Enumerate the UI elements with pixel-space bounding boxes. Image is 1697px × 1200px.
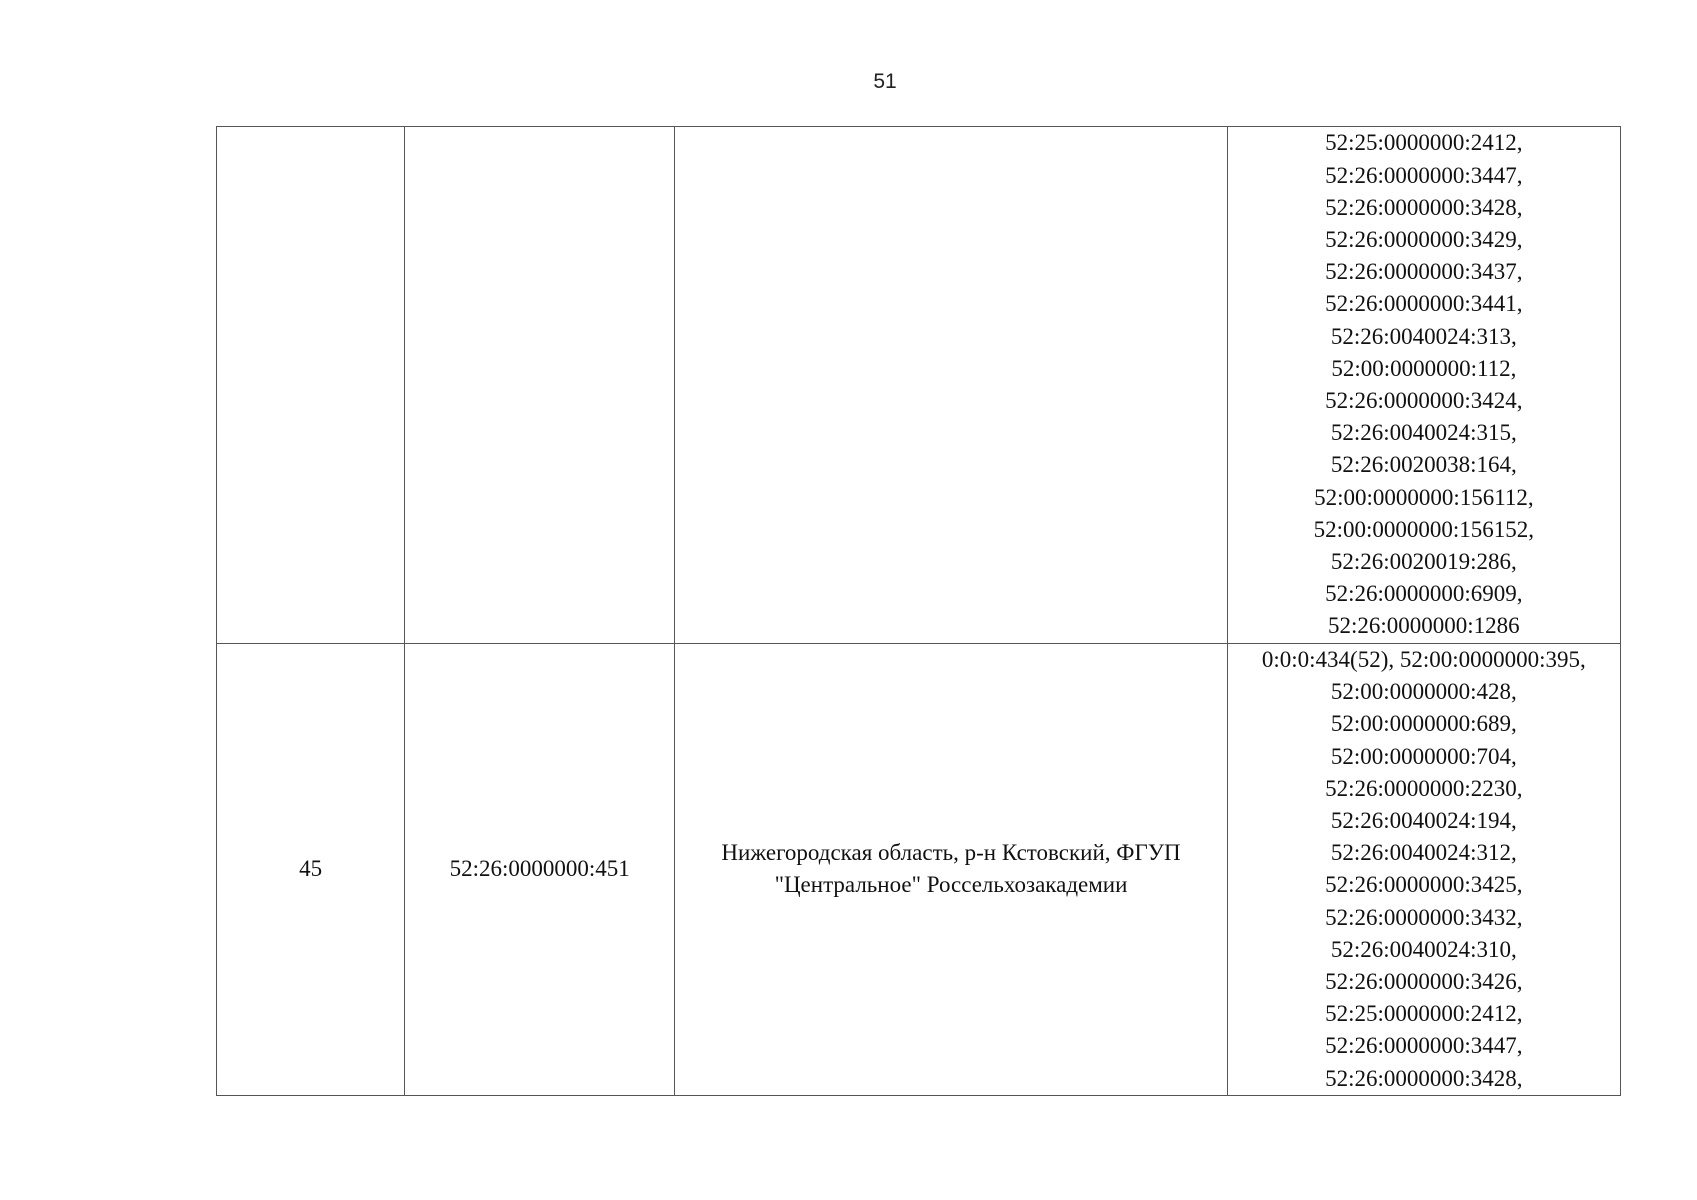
- adjacent-parcel: 52:26:0040024:194,: [1330, 808, 1517, 834]
- cadastral-number-cell: 52:26:0000000:451: [405, 644, 675, 1096]
- adjacent-parcel: 52:26:0000000:3428,: [1325, 1065, 1523, 1091]
- adjacent-parcel: 52:26:0020038:164,: [1330, 452, 1517, 478]
- adjacent-parcel: 52:26:0000000:3425,: [1325, 872, 1523, 898]
- adjacent-parcel: 52:00:0000000:428,: [1330, 679, 1517, 705]
- adjacent-parcel: 52:00:0000000:704,: [1330, 743, 1517, 769]
- adjacent-parcel: 52:26:0000000:3424,: [1325, 388, 1523, 413]
- adjacent-parcel: 52:26:0020019:286,: [1330, 549, 1517, 575]
- adjacent-parcel: 0:0:0:434(52), 52:00:0000000:395,: [1261, 647, 1586, 672]
- adjacent-parcel: 52:26:0000000:3426,: [1325, 969, 1523, 995]
- adjacent-parcel: 52:26:0000000:1286: [1328, 613, 1520, 639]
- adjacent-parcel: 52:00:0000000:156112,: [1314, 484, 1534, 510]
- address-cell: [675, 127, 1227, 644]
- adjacent-parcel: 52:26:0000000:3428,: [1325, 194, 1523, 220]
- adjacent-parcel: 52:26:0000000:3429,: [1325, 226, 1523, 252]
- address-cell: [675, 644, 1227, 1096]
- adjacent-parcels-cell: [1227, 127, 1620, 644]
- adjacent-parcel: 52:26:0000000:3447,: [1325, 162, 1523, 188]
- parcels-table: [216, 126, 1621, 1096]
- adjacent-parcels-cell: [1227, 644, 1620, 1096]
- adjacent-parcel: 52:26:0000000:2230,: [1325, 775, 1523, 801]
- adjacent-parcel: 52:25:0000000:2412,: [1325, 1001, 1523, 1027]
- address-line: "Центральное" Россельхозакадемии: [774, 872, 1128, 898]
- page-number: 51: [873, 70, 897, 93]
- adjacent-parcel: 52:00:0000000:689,: [1330, 711, 1517, 737]
- cadastral-number-cell: [405, 127, 675, 644]
- adjacent-parcel: 52:26:0000000:6909,: [1325, 581, 1523, 607]
- adjacent-parcel: 52:00:0000000:112,: [1331, 355, 1517, 381]
- adjacent-parcel: 52:26:0000000:3447,: [1325, 1033, 1523, 1059]
- adjacent-parcel: 52:26:0040024:310,: [1330, 936, 1517, 962]
- adjacent-parcel: 52:25:0000000:2412,: [1325, 130, 1523, 156]
- row-number-cell: 45: [217, 644, 405, 1096]
- row-number-cell: [217, 127, 405, 644]
- adjacent-parcel: 52:26:0040024:315,: [1330, 420, 1517, 446]
- adjacent-parcel: 52:26:0000000:3437,: [1325, 259, 1523, 285]
- table-row: [217, 644, 1621, 1096]
- adjacent-parcel: 52:26:0000000:3441,: [1325, 291, 1523, 317]
- address-line: Нижегородская область, р-н Кстовский, ФГУП: [721, 840, 1181, 866]
- table-row: [217, 127, 1621, 644]
- adjacent-parcel: 52:00:0000000:156152,: [1313, 516, 1535, 542]
- adjacent-parcel: 52:26:0040024:313,: [1330, 323, 1517, 349]
- adjacent-parcel: 52:26:0040024:312,: [1330, 840, 1517, 866]
- adjacent-parcel: 52:26:0000000:3432,: [1325, 904, 1523, 930]
